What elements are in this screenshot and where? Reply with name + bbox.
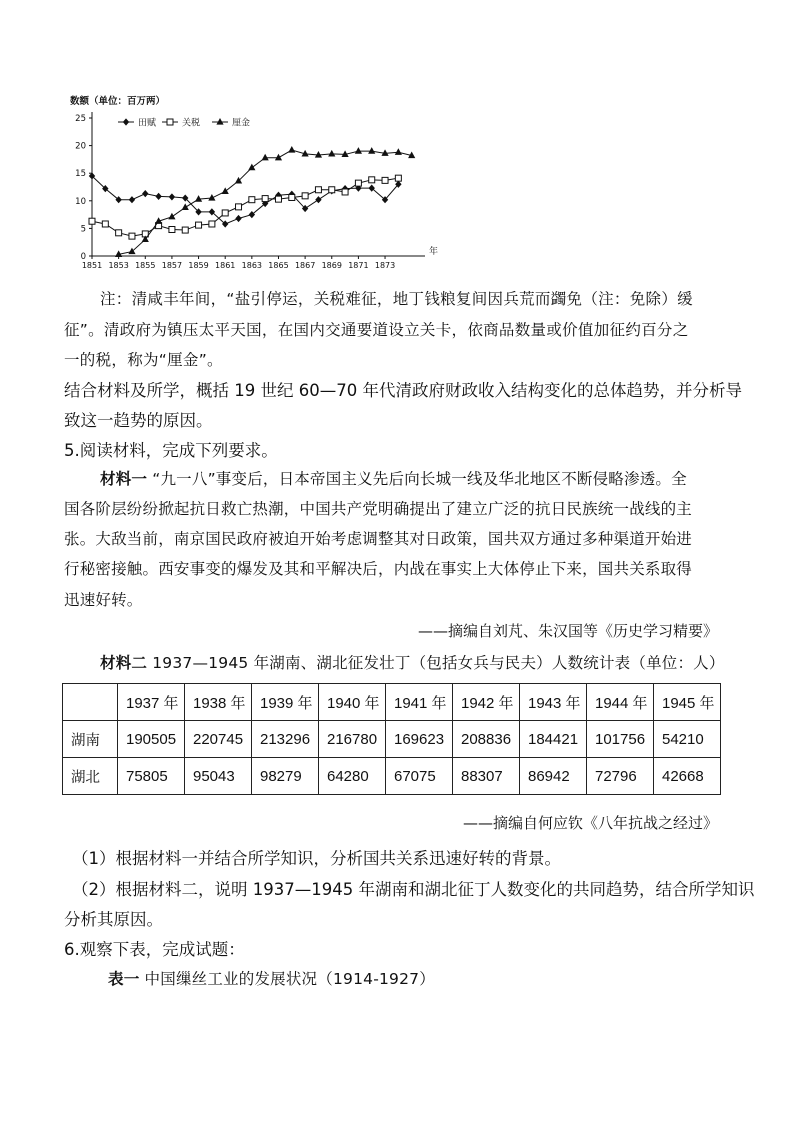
q5-material1-line2: 国各阶层纷纷掀起抗日救亡热潮，中国共产党明确提出了建立广泛的抗日民族统一战线的主	[64, 500, 693, 518]
table-cell: 213296	[252, 721, 319, 758]
year-header: 1944 年	[587, 684, 654, 721]
year-header: 1940 年	[319, 684, 386, 721]
data-point-square	[169, 227, 175, 233]
data-point-square	[262, 196, 268, 202]
q5-title: 5.阅读材料，完成下列要求。	[64, 441, 278, 460]
year-header: 1945 年	[654, 684, 721, 721]
data-point-triangle	[168, 213, 175, 220]
table-cell: 184421	[520, 721, 587, 758]
data-point-triangle	[216, 118, 223, 125]
table-cell: 42668	[654, 758, 721, 795]
q5-material2-title	[100, 651, 725, 673]
data-point-square	[275, 196, 281, 202]
year-header: 1941 年	[386, 684, 453, 721]
material1-source: ——摘编自刘芃、朱汉国等《历史学习精要》	[417, 622, 718, 640]
x-tick-label: 1865	[268, 261, 289, 268]
material2-label: 材料二	[100, 654, 148, 672]
data-point-square	[302, 193, 308, 199]
material1-label: 材料一	[100, 470, 148, 488]
x-tick-label: 1873	[374, 261, 396, 268]
data-point-square	[182, 227, 188, 233]
chart-note-line1: 注：清咸丰年间，“盐引停运，关税难征，地丁钱粮复间因兵荒而蠲免（注：免除）缓	[100, 290, 693, 308]
data-point-triangle	[222, 187, 229, 194]
table-cell: 54210	[654, 721, 721, 758]
data-point-diamond	[235, 215, 241, 222]
legend-label: 关税	[182, 118, 201, 129]
x-tick-label: 1861	[215, 261, 236, 268]
table-cell: 95043	[185, 758, 252, 795]
chart-ylabel: 数额（单位：百万两）	[70, 96, 166, 107]
data-point-square	[329, 187, 335, 193]
data-point-square	[102, 221, 108, 227]
series-line	[92, 176, 398, 224]
data-point-triangle	[128, 248, 135, 255]
table-cell: 190505	[118, 721, 185, 758]
table-cell: 208836	[453, 721, 520, 758]
year-header: 1938 年	[185, 684, 252, 721]
data-point-square	[289, 194, 295, 200]
year-header: 1939 年	[252, 684, 319, 721]
data-point-triangle	[248, 164, 255, 171]
conscription-table	[62, 683, 721, 795]
data-point-square	[315, 187, 321, 193]
data-point-square	[355, 180, 361, 186]
table-cell: 101756	[587, 721, 654, 758]
chart-note-line3: 一的税，称为“厘金”。	[64, 351, 223, 369]
chart-series	[89, 146, 415, 257]
q5-material1-line1	[100, 467, 687, 489]
table-cell: 67075	[386, 758, 453, 795]
data-point-square	[89, 218, 95, 224]
q5-material1-line5: 迅速好转。	[64, 591, 143, 609]
q5-sub2-line2: 分析其原因。	[64, 910, 163, 929]
data-point-square	[209, 221, 215, 227]
x-axis-unit: 年	[429, 247, 439, 257]
x-tick-label: 1859	[188, 261, 209, 268]
data-point-triangle	[275, 154, 282, 161]
data-point-triangle	[395, 148, 402, 155]
q6-table-caption	[108, 967, 435, 989]
table-header-row	[63, 684, 721, 721]
data-point-diamond	[142, 190, 148, 197]
data-point-triangle	[182, 203, 189, 210]
q5-material1-line3: 张。大敌当前，南京国民政府被迫开始考虑调整其对日政策，国共双方通过多种渠道开始进	[64, 530, 693, 548]
data-point-square	[167, 119, 173, 125]
data-point-square	[196, 222, 202, 228]
x-tick-label: 1871	[348, 261, 369, 268]
x-tick-label: 1851	[81, 261, 103, 268]
table-cell: 88307	[453, 758, 520, 795]
data-point-diamond	[169, 193, 175, 200]
data-point-square	[395, 175, 401, 181]
table-cell: 169623	[386, 721, 453, 758]
q5-material1-line4: 行秘密接触。西安事变的爆发及其和平解决后，内战在事实上大体停止下来，国共关系取得	[64, 560, 693, 578]
table-cell: 98279	[252, 758, 319, 795]
table-row-hubei	[63, 758, 721, 795]
year-header: 1937 年	[118, 684, 185, 721]
chart-legend	[118, 117, 250, 129]
q6-title: 6.观察下表，完成试题：	[64, 940, 245, 959]
data-point-square	[129, 233, 135, 239]
material2-title-text: 1937—1945 年湖南、湖北征发壮丁（包括女兵与民夫）人数统计表（单位：人）	[152, 654, 725, 672]
material2-source: ——摘编自何应钦《八年抗战之经过》	[462, 814, 718, 832]
y-tick-label: 5	[80, 224, 86, 235]
data-point-diamond	[155, 193, 161, 200]
data-point-square	[249, 197, 255, 203]
row-label: 湖北	[63, 758, 118, 795]
data-point-diamond	[249, 211, 255, 218]
data-point-square	[236, 204, 242, 210]
table-corner	[63, 684, 118, 721]
data-point-square	[222, 210, 228, 216]
data-point-diamond	[115, 196, 121, 203]
x-tick-label: 1857	[161, 261, 183, 268]
data-point-square	[342, 189, 348, 195]
x-tick-label: 1867	[294, 261, 316, 268]
data-point-diamond	[315, 196, 321, 203]
y-tick-label: 10	[75, 196, 86, 207]
x-tick-label: 1853	[108, 261, 129, 268]
table-cell: 72796	[587, 758, 654, 795]
q5-sub2-line1: （2）根据材料二，说明 1937—1945 年湖南和湖北征丁人数变化的共同趋势，结合所学知识	[72, 880, 755, 899]
q5-sub1: （1）根据材料一并结合所学知识，分析国共关系迅速好转的背景。	[72, 849, 561, 868]
data-point-triangle	[262, 154, 269, 161]
data-point-square	[382, 177, 388, 183]
series-diamond	[89, 172, 402, 227]
data-point-diamond	[129, 196, 135, 203]
legend-label: 田赋	[138, 118, 157, 129]
data-point-square	[116, 230, 122, 236]
chart-note-line2: 征”。清政府为镇压太平天国，在国内交通要道设立关卡，依商品数量或价值加征约百分之	[64, 321, 689, 339]
table-cell: 216780	[319, 721, 386, 758]
row-label: 湖南	[63, 721, 118, 758]
material1-text1: “九一八”事变后，日本帝国主义先后向长城一线及华北地区不断侵略渗透。全	[152, 470, 687, 488]
table-cell: 220745	[185, 721, 252, 758]
table-cell: 64280	[319, 758, 386, 795]
series-square	[89, 175, 401, 239]
table-row-hunan	[63, 721, 721, 758]
data-point-diamond	[123, 118, 129, 125]
year-header: 1943 年	[520, 684, 587, 721]
series-line	[92, 178, 398, 236]
table-label: 表一	[108, 970, 140, 988]
q4-question-line1: 结合材料及所学，概括 19 世纪 60—70 年代清政府财政收入结构变化的总体趋势，并分析导	[64, 381, 742, 400]
year-header: 1942 年	[453, 684, 520, 721]
x-tick-label: 1869	[321, 261, 342, 268]
revenue-line-chart	[70, 90, 440, 268]
y-tick-label: 20	[75, 141, 86, 152]
data-point-triangle	[328, 150, 335, 157]
table-title: 中国缫丝工业的发展状况（1914-1927）	[144, 970, 435, 988]
data-point-triangle	[355, 147, 362, 154]
data-point-square	[369, 177, 375, 183]
q4-question-line2: 致这一趋势的原因。	[64, 411, 213, 430]
data-point-triangle	[288, 146, 295, 153]
y-tick-label: 15	[75, 169, 86, 180]
x-tick-label: 1863	[241, 261, 263, 268]
data-point-triangle	[368, 147, 375, 154]
table-cell: 86942	[520, 758, 587, 795]
y-tick-label: 25	[75, 114, 86, 124]
legend-label: 厘金	[232, 118, 251, 129]
x-tick-label: 1855	[135, 261, 156, 268]
table-cell: 75805	[118, 758, 185, 795]
y-tick-label: 0	[80, 252, 86, 262]
